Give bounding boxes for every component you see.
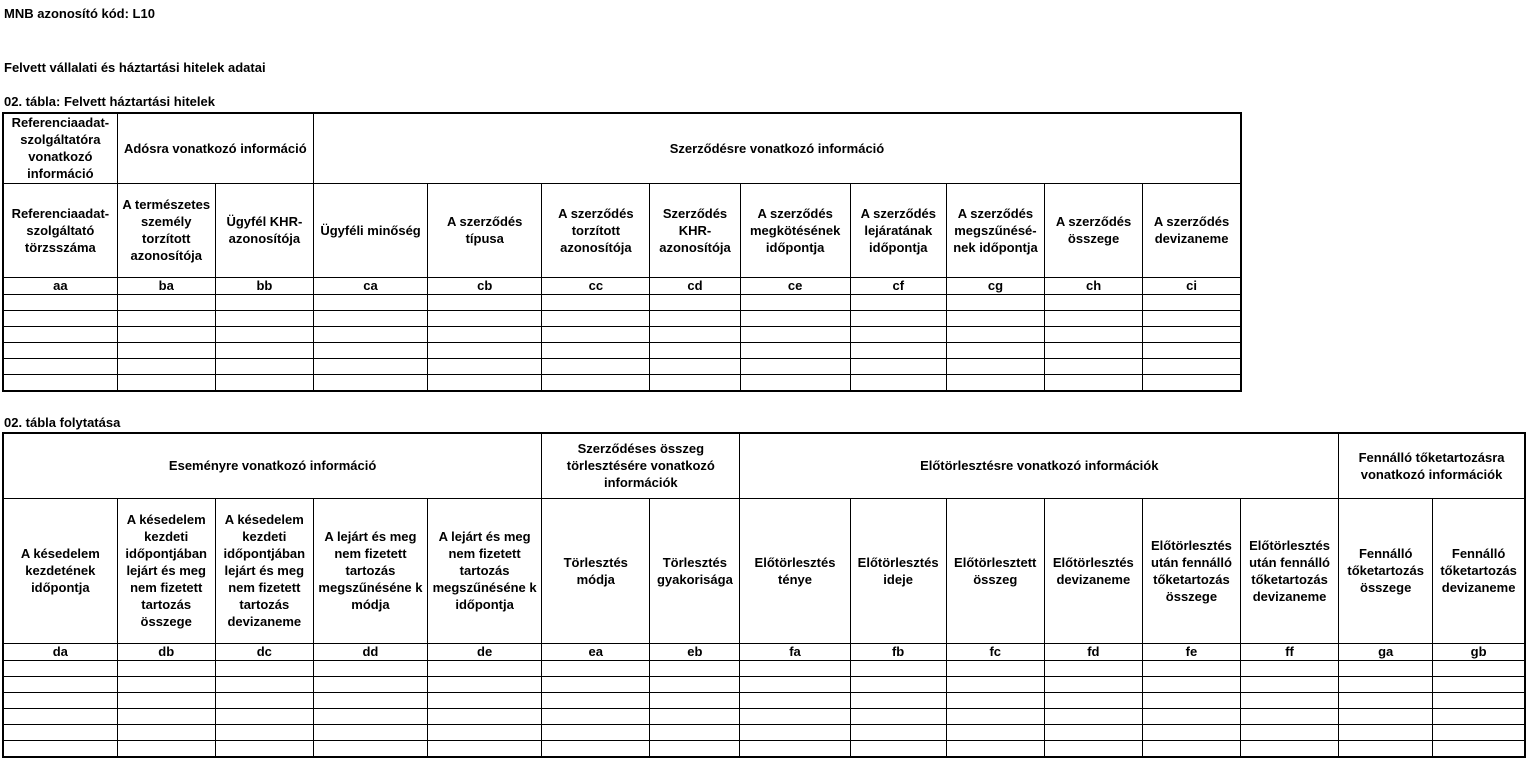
table1-col-ba: A természetes személy torzított azonosítója: [117, 183, 215, 277]
empty-cell[interactable]: [1045, 310, 1143, 326]
empty-cell[interactable]: [542, 708, 650, 724]
empty-cell[interactable]: [1143, 358, 1241, 374]
table-row: [3, 358, 1241, 374]
empty-cell[interactable]: [946, 310, 1044, 326]
empty-cell[interactable]: [650, 676, 740, 692]
empty-cell[interactable]: [215, 692, 313, 708]
empty-cell[interactable]: [1044, 692, 1142, 708]
table1-col-cb: A szerződés típusa: [428, 183, 542, 277]
empty-cell[interactable]: [117, 342, 215, 358]
empty-cell[interactable]: [215, 310, 313, 326]
empty-cell[interactable]: [1241, 660, 1339, 676]
empty-cell[interactable]: [740, 374, 850, 391]
empty-cell[interactable]: [740, 692, 850, 708]
empty-cell[interactable]: [946, 358, 1044, 374]
table1-group-reporter: Referenciaadat-szolgáltatóra vonatkozó információ: [3, 113, 117, 183]
empty-cell[interactable]: [850, 294, 946, 310]
empty-cell[interactable]: [1044, 740, 1142, 757]
table2-group-prepayment: Előtörlesztésre vonatkozó információk: [740, 433, 1339, 498]
empty-cell[interactable]: [215, 294, 313, 310]
table2-header-row: [3, 498, 1525, 643]
empty-cell[interactable]: [740, 294, 850, 310]
table2-body: [3, 660, 1525, 757]
table1-col-cf: A szerződés lejáratának időpontja: [850, 183, 946, 277]
empty-cell[interactable]: [215, 724, 313, 740]
empty-cell[interactable]: [1339, 724, 1433, 740]
empty-cell[interactable]: [428, 358, 542, 374]
empty-cell[interactable]: [1339, 692, 1433, 708]
empty-cell[interactable]: [850, 310, 946, 326]
table-row: [3, 326, 1241, 342]
empty-cell[interactable]: [428, 310, 542, 326]
table2-code: da: [3, 643, 117, 660]
empty-cell[interactable]: [542, 660, 650, 676]
table2-code: dc: [215, 643, 313, 660]
table-row: [3, 692, 1525, 708]
table1-code: ba: [117, 277, 215, 294]
empty-cell[interactable]: [850, 708, 946, 724]
empty-cell[interactable]: [850, 724, 946, 740]
empty-cell[interactable]: [740, 724, 850, 740]
empty-cell[interactable]: [850, 358, 946, 374]
empty-cell[interactable]: [428, 374, 542, 391]
empty-cell[interactable]: [740, 358, 850, 374]
empty-cell[interactable]: [313, 740, 427, 757]
empty-cell[interactable]: [542, 692, 650, 708]
empty-cell[interactable]: [3, 692, 117, 708]
table2-col-fb: Előtörlesztés ideje: [850, 498, 946, 643]
table1-code: cg: [946, 277, 1044, 294]
empty-cell[interactable]: [850, 374, 946, 391]
table1-code: ce: [740, 277, 850, 294]
empty-cell[interactable]: [428, 326, 542, 342]
empty-cell[interactable]: [542, 724, 650, 740]
empty-cell[interactable]: [1241, 708, 1339, 724]
table1-code-row: [3, 277, 1241, 294]
table1-col-aa: Referenciaadat-szolgáltató törzsszáma: [3, 183, 117, 277]
empty-cell[interactable]: [1044, 660, 1142, 676]
table-household-loans: [2, 112, 1242, 392]
empty-cell[interactable]: [313, 660, 427, 676]
table2-code: ff: [1241, 643, 1339, 660]
table2-code: eb: [650, 643, 740, 660]
empty-cell[interactable]: [313, 708, 427, 724]
empty-cell[interactable]: [946, 708, 1044, 724]
empty-cell[interactable]: [542, 342, 650, 358]
table-row: [3, 294, 1241, 310]
empty-cell[interactable]: [215, 342, 313, 358]
table2-code: dd: [313, 643, 427, 660]
empty-cell[interactable]: [1142, 740, 1240, 757]
table1-col-bb: Ügyfél KHR-azonosítója: [215, 183, 313, 277]
empty-cell[interactable]: [946, 326, 1044, 342]
table1-header-row: [3, 183, 1241, 277]
empty-cell[interactable]: [740, 342, 850, 358]
empty-cell[interactable]: [1241, 740, 1339, 757]
empty-cell[interactable]: [740, 310, 850, 326]
empty-cell[interactable]: [650, 692, 740, 708]
table1-code: cb: [428, 277, 542, 294]
empty-cell[interactable]: [740, 660, 850, 676]
empty-cell[interactable]: [117, 358, 215, 374]
empty-cell[interactable]: [3, 374, 117, 391]
empty-cell[interactable]: [1339, 740, 1433, 757]
table-row: [3, 740, 1525, 757]
empty-cell[interactable]: [740, 326, 850, 342]
empty-cell[interactable]: [1433, 740, 1525, 757]
table2-code: fa: [740, 643, 850, 660]
empty-cell[interactable]: [3, 708, 117, 724]
empty-cell[interactable]: [215, 660, 313, 676]
table2-col-da: A késedelem kezdetének időpontja: [3, 498, 117, 643]
empty-cell[interactable]: [650, 660, 740, 676]
empty-cell[interactable]: [850, 326, 946, 342]
table-row: [3, 342, 1241, 358]
table1-code: cf: [850, 277, 946, 294]
empty-cell[interactable]: [117, 692, 215, 708]
empty-cell[interactable]: [1045, 342, 1143, 358]
empty-cell[interactable]: [1433, 708, 1525, 724]
table2-code: ea: [542, 643, 650, 660]
table2-code: fd: [1044, 643, 1142, 660]
empty-cell[interactable]: [1143, 310, 1241, 326]
empty-cell[interactable]: [1241, 724, 1339, 740]
table1-col-cd: Szerződés KHR-azonosítója: [650, 183, 740, 277]
table2-code: db: [117, 643, 215, 660]
empty-cell[interactable]: [946, 660, 1044, 676]
empty-cell[interactable]: [1045, 358, 1143, 374]
table2-caption: 02. tábla folytatása: [4, 415, 121, 430]
table2-code: de: [428, 643, 542, 660]
empty-cell[interactable]: [215, 326, 313, 342]
empty-cell[interactable]: [1433, 660, 1525, 676]
empty-cell[interactable]: [1142, 708, 1240, 724]
empty-cell[interactable]: [1143, 326, 1241, 342]
table2-col-dc: A késedelem kezdeti időpontjában lejárt és meg nem fizetett tartozás devizaneme: [215, 498, 313, 643]
table1-body: [3, 294, 1241, 391]
empty-cell[interactable]: [1339, 660, 1433, 676]
empty-cell[interactable]: [1142, 692, 1240, 708]
empty-cell[interactable]: [1433, 692, 1525, 708]
table1-group-debtor: Adósra vonatkozó információ: [117, 113, 313, 183]
empty-cell[interactable]: [428, 676, 542, 692]
table1-code: aa: [3, 277, 117, 294]
empty-cell[interactable]: [1142, 676, 1240, 692]
empty-cell[interactable]: [542, 740, 650, 757]
empty-cell[interactable]: [117, 708, 215, 724]
table2-col-fa: Előtörlesztés ténye: [740, 498, 850, 643]
empty-cell[interactable]: [542, 310, 650, 326]
empty-cell[interactable]: [946, 374, 1044, 391]
table2-col-fd: Előtörlesztés devizaneme: [1044, 498, 1142, 643]
empty-cell[interactable]: [428, 708, 542, 724]
empty-cell[interactable]: [117, 676, 215, 692]
table2-col-dd: A lejárt és meg nem fizetett tartozás megszűnéséne k módja: [313, 498, 427, 643]
empty-cell[interactable]: [850, 676, 946, 692]
empty-cell[interactable]: [1045, 326, 1143, 342]
empty-cell[interactable]: [542, 676, 650, 692]
empty-cell[interactable]: [3, 326, 117, 342]
empty-cell[interactable]: [3, 660, 117, 676]
table2-col-gb: Fennálló tőketartozás devizaneme: [1433, 498, 1525, 643]
empty-cell[interactable]: [3, 676, 117, 692]
table1-col-ce: A szerződés megkötésének időpontja: [740, 183, 850, 277]
empty-cell[interactable]: [650, 294, 740, 310]
empty-cell[interactable]: [313, 358, 427, 374]
empty-cell[interactable]: [650, 342, 740, 358]
empty-cell[interactable]: [650, 358, 740, 374]
table1-col-cg: A szerződés megszűnésé-nek időpontja: [946, 183, 1044, 277]
table-row: [3, 724, 1525, 740]
empty-cell[interactable]: [650, 708, 740, 724]
table1-code: ca: [313, 277, 427, 294]
empty-cell[interactable]: [1045, 374, 1143, 391]
table1-col-ch: A szerződés összege: [1045, 183, 1143, 277]
table2-group-outstanding: Fennálló tőketartozásra vonatkozó információk: [1339, 433, 1525, 498]
empty-cell[interactable]: [946, 342, 1044, 358]
empty-cell[interactable]: [650, 724, 740, 740]
empty-cell[interactable]: [946, 724, 1044, 740]
page-title: Felvett vállalati és háztartási hitelek adatai: [4, 60, 266, 75]
empty-cell[interactable]: [946, 294, 1044, 310]
empty-cell[interactable]: [1044, 724, 1142, 740]
mnb-code-line: MNB azonosító kód: L10: [4, 6, 155, 21]
empty-cell[interactable]: [1044, 708, 1142, 724]
empty-cell[interactable]: [428, 692, 542, 708]
empty-cell[interactable]: [1433, 724, 1525, 740]
empty-cell[interactable]: [313, 326, 427, 342]
table2-col-eb: Törlesztés gyakorisága: [650, 498, 740, 643]
table2-group-repayment: Szerződéses összeg törlesztésére vonatkozó információk: [542, 433, 740, 498]
table1-col-ci: A szerződés devizaneme: [1143, 183, 1241, 277]
empty-cell[interactable]: [313, 310, 427, 326]
empty-cell[interactable]: [740, 676, 850, 692]
empty-cell[interactable]: [1339, 708, 1433, 724]
table1-code: cd: [650, 277, 740, 294]
empty-cell[interactable]: [542, 374, 650, 391]
empty-cell[interactable]: [1142, 660, 1240, 676]
empty-cell[interactable]: [117, 724, 215, 740]
empty-cell[interactable]: [428, 294, 542, 310]
empty-cell[interactable]: [740, 740, 850, 757]
table1-col-ca: Ügyféli minőség: [313, 183, 427, 277]
empty-cell[interactable]: [946, 676, 1044, 692]
table2-code: fe: [1142, 643, 1240, 660]
empty-cell[interactable]: [3, 358, 117, 374]
table2-group-event: Eseményre vonatkozó információ: [3, 433, 542, 498]
table1-code: ch: [1045, 277, 1143, 294]
empty-cell[interactable]: [117, 740, 215, 757]
empty-cell[interactable]: [650, 740, 740, 757]
table2-code: gb: [1433, 643, 1525, 660]
table1-col-cc: A szerződés torzított azonosítója: [542, 183, 650, 277]
empty-cell[interactable]: [1142, 724, 1240, 740]
empty-cell[interactable]: [1433, 676, 1525, 692]
table2-group-row: [3, 433, 1525, 498]
empty-cell[interactable]: [428, 740, 542, 757]
empty-cell[interactable]: [215, 374, 313, 391]
table2-code-row: [3, 643, 1525, 660]
empty-cell[interactable]: [313, 342, 427, 358]
empty-cell[interactable]: [117, 660, 215, 676]
empty-cell[interactable]: [117, 310, 215, 326]
table2-col-ea: Törlesztés módja: [542, 498, 650, 643]
table2-col-fe: Előtörlesztés után fennálló tőketartozás összege: [1142, 498, 1240, 643]
empty-cell[interactable]: [428, 724, 542, 740]
empty-cell[interactable]: [946, 740, 1044, 757]
table1-group-contract: Szerződésre vonatkozó információ: [313, 113, 1241, 183]
empty-cell[interactable]: [117, 374, 215, 391]
table2-col-ff: Előtörlesztés után fennálló tőketartozás devizaneme: [1241, 498, 1339, 643]
table2-code: fc: [946, 643, 1044, 660]
empty-cell[interactable]: [542, 326, 650, 342]
table1-code: cc: [542, 277, 650, 294]
empty-cell[interactable]: [313, 294, 427, 310]
empty-cell[interactable]: [3, 724, 117, 740]
empty-cell[interactable]: [1045, 294, 1143, 310]
empty-cell[interactable]: [850, 660, 946, 676]
table-row: [3, 708, 1525, 724]
table2-col-db: A késedelem kezdeti időpontjában lejárt és meg nem fizetett tartozás összege: [117, 498, 215, 643]
empty-cell[interactable]: [650, 326, 740, 342]
table1-code: ci: [1143, 277, 1241, 294]
empty-cell[interactable]: [3, 294, 117, 310]
empty-cell[interactable]: [1143, 374, 1241, 391]
empty-cell[interactable]: [313, 724, 427, 740]
empty-cell[interactable]: [542, 294, 650, 310]
empty-cell[interactable]: [1339, 676, 1433, 692]
table2-code: ga: [1339, 643, 1433, 660]
table-row: [3, 374, 1241, 391]
table-row: [3, 310, 1241, 326]
empty-cell[interactable]: [313, 676, 427, 692]
empty-cell[interactable]: [215, 708, 313, 724]
table-row: [3, 676, 1525, 692]
empty-cell[interactable]: [117, 294, 215, 310]
table-continuation: [2, 432, 1526, 758]
empty-cell[interactable]: [215, 358, 313, 374]
table2-col-ga: Fennálló tőketartozás összege: [1339, 498, 1433, 643]
empty-cell[interactable]: [1143, 294, 1241, 310]
empty-cell[interactable]: [428, 342, 542, 358]
empty-cell[interactable]: [215, 740, 313, 757]
empty-cell[interactable]: [117, 326, 215, 342]
empty-cell[interactable]: [650, 374, 740, 391]
table1-group-row: [3, 113, 1241, 183]
table1-code: bb: [215, 277, 313, 294]
empty-cell[interactable]: [313, 692, 427, 708]
empty-cell[interactable]: [3, 740, 117, 757]
empty-cell[interactable]: [1044, 676, 1142, 692]
empty-cell[interactable]: [850, 740, 946, 757]
empty-cell[interactable]: [215, 676, 313, 692]
empty-cell[interactable]: [650, 310, 740, 326]
empty-cell[interactable]: [3, 310, 117, 326]
empty-cell[interactable]: [850, 692, 946, 708]
empty-cell[interactable]: [313, 374, 427, 391]
empty-cell[interactable]: [1241, 676, 1339, 692]
empty-cell[interactable]: [1143, 342, 1241, 358]
empty-cell[interactable]: [740, 708, 850, 724]
empty-cell[interactable]: [850, 342, 946, 358]
empty-cell[interactable]: [542, 358, 650, 374]
table2-col-fc: Előtörlesztett összeg: [946, 498, 1044, 643]
empty-cell[interactable]: [1241, 692, 1339, 708]
empty-cell[interactable]: [946, 692, 1044, 708]
empty-cell[interactable]: [3, 342, 117, 358]
table-row: [3, 660, 1525, 676]
table2-col-de: A lejárt és meg nem fizetett tartozás megszűnéséne k időpontja: [428, 498, 542, 643]
table2-code: fb: [850, 643, 946, 660]
empty-cell[interactable]: [428, 660, 542, 676]
table1-caption: 02. tábla: Felvett háztartási hitelek: [4, 94, 215, 109]
